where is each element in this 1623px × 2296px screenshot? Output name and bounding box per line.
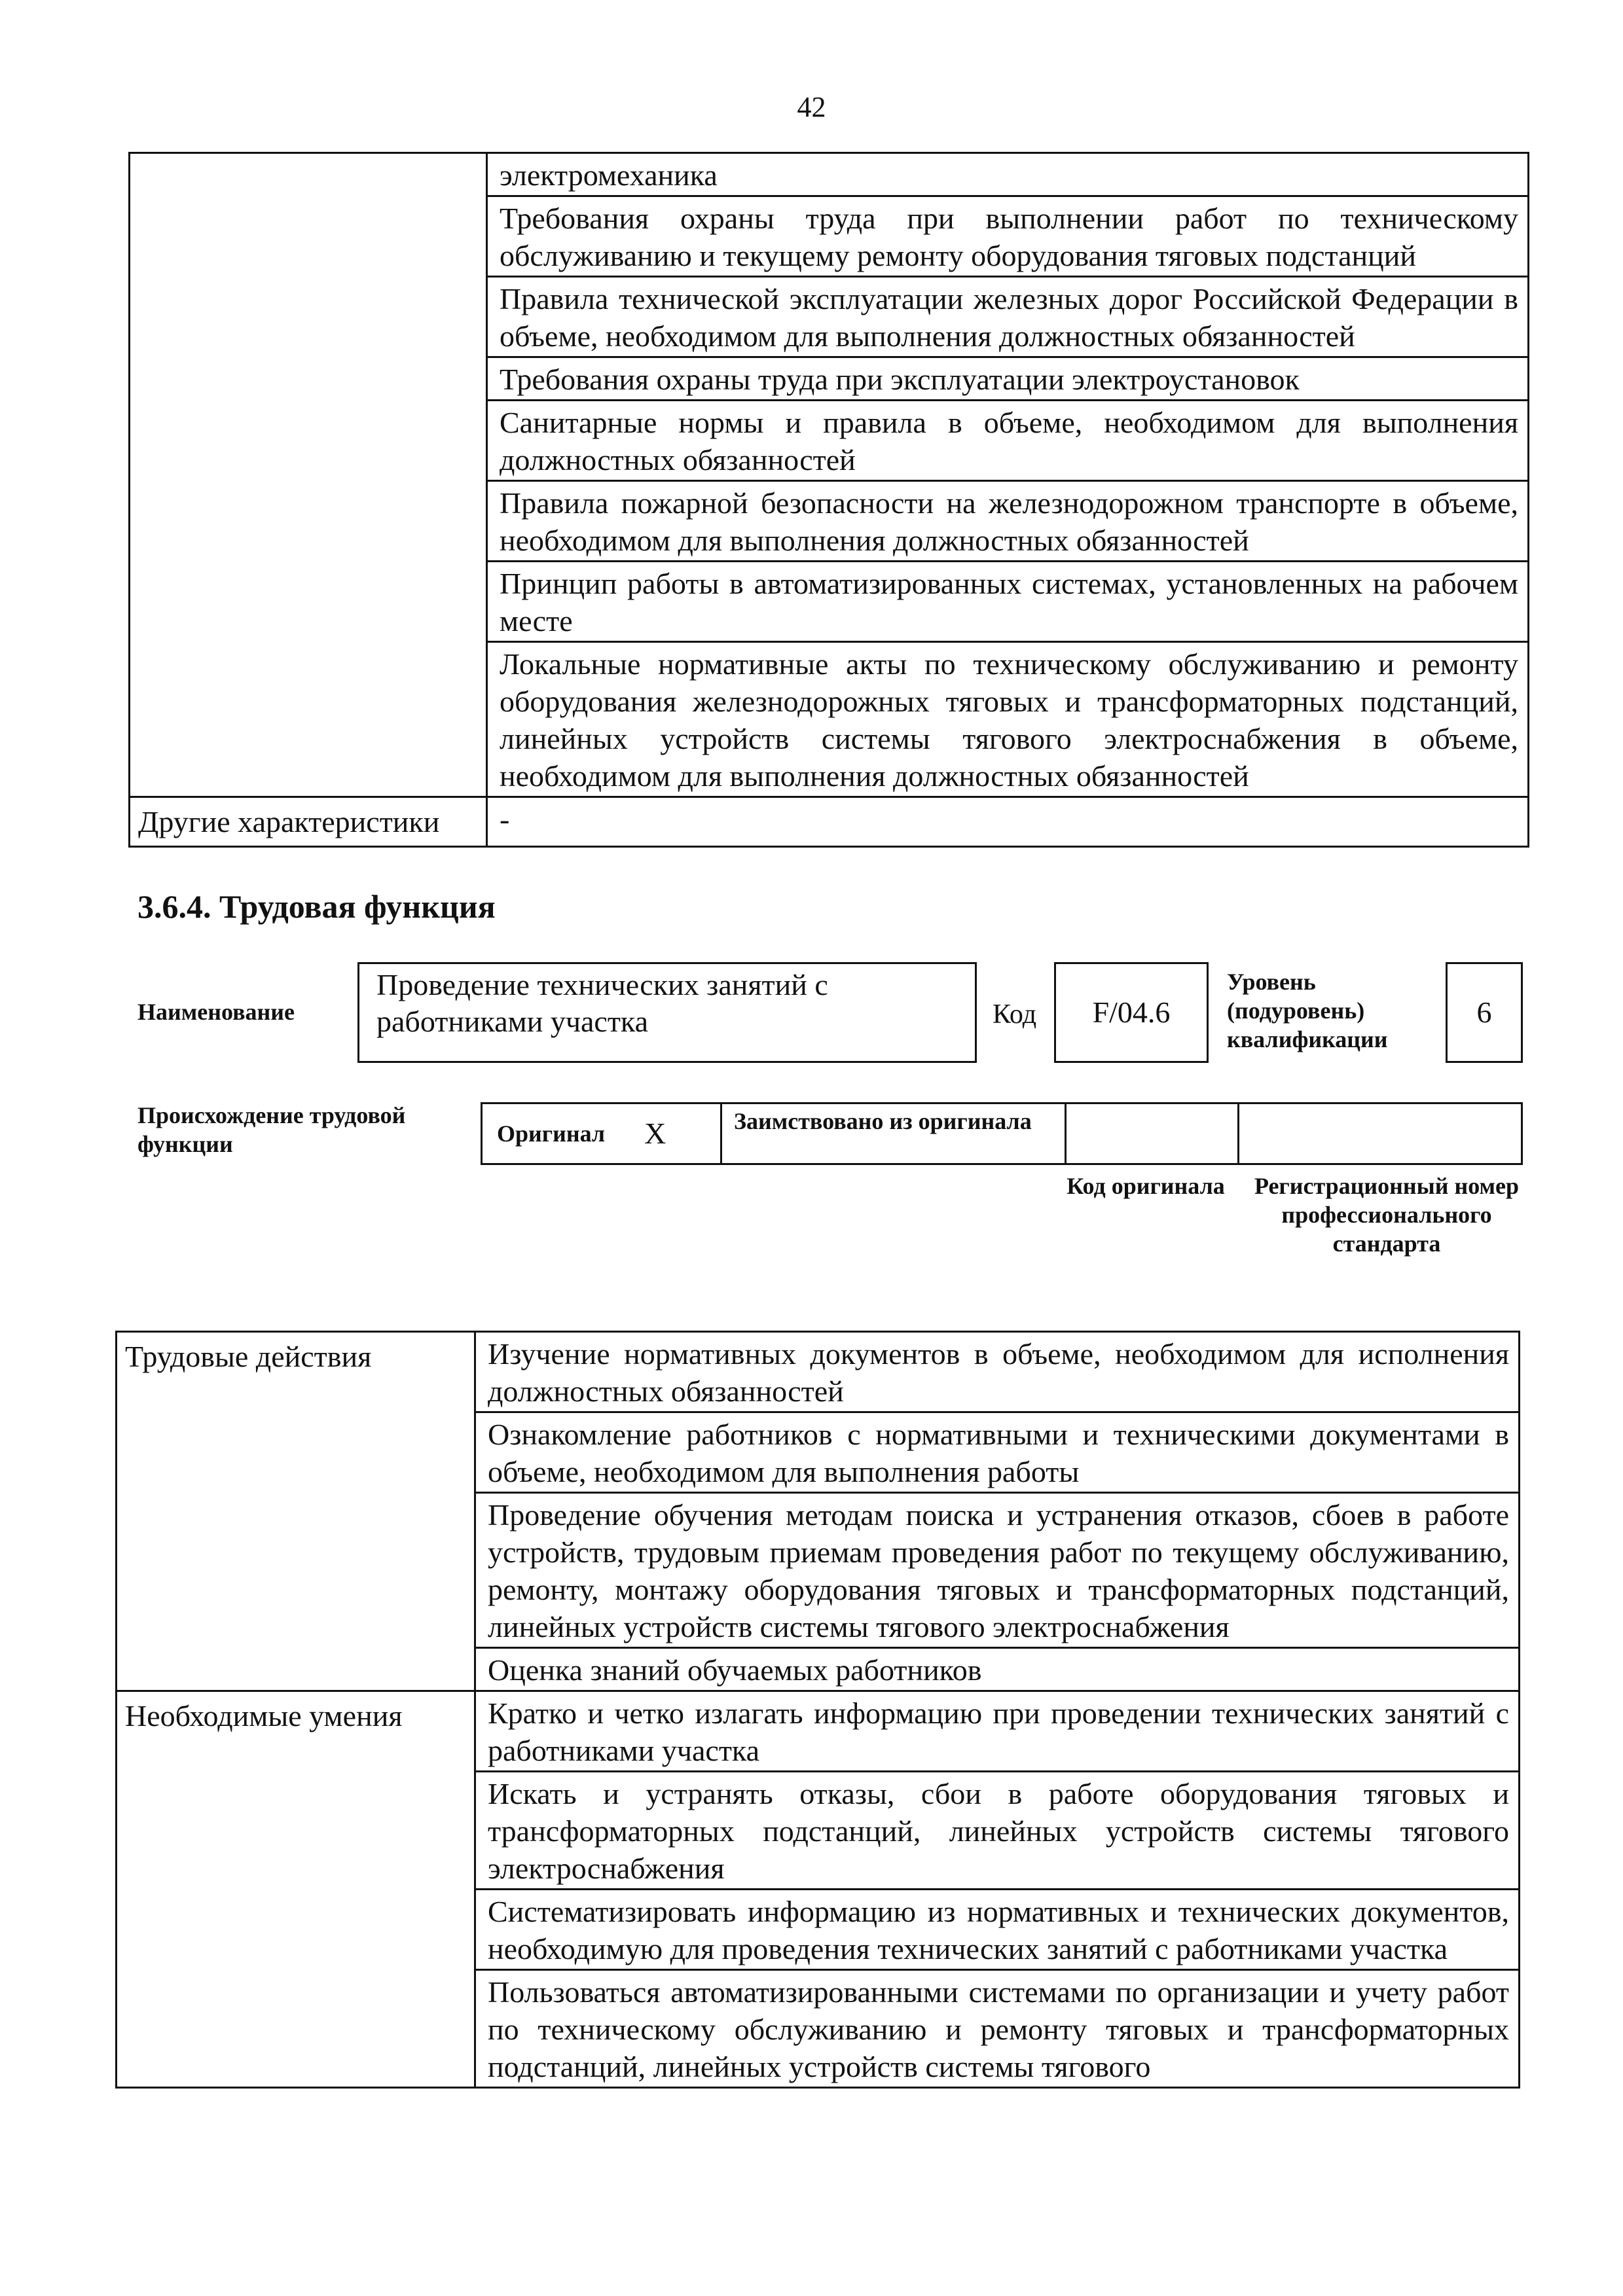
row-item: Принцип работы в автоматизированных системах, установленных на рабочем месте [487,562,1529,642]
caption-original-code: Код оригинала [1067,1173,1225,1199]
caption-reg-number: Регистрационный номер профессионального стандарта [1254,1173,1520,1257]
row-item: Пользоваться автоматизированными системами по организации и учету работ по техническому обслуживанию и ремонту тяговых и трансформаторных подстанций, линейных устройств системы тягового [475,1970,1520,2088]
row-item: Изучение нормативных документов в объеме, необходимом для исполнения должностных обязанностей [475,1332,1520,1412]
function-name-field: Проведение технических занятий с работниками участка [357,962,977,1063]
row-item: Правила технической эксплуатации железных дорог Российской Федерации в объеме, необходимом для выполнения должностных обязанностей [487,277,1529,357]
origin-reg-number-cell [1239,1104,1521,1163]
origin-borrowed-cell: Заимствовано из оригинала [722,1104,1067,1163]
section-title: 3.6.4. Трудовая функция [137,888,496,925]
code-field: F/04.6 [1054,962,1209,1063]
row-label: Другие характеристики [130,797,487,847]
table-row [130,153,1529,196]
row-item: электромеханика [487,153,1529,196]
level-field: 6 [1446,962,1523,1063]
table-row [130,797,1529,847]
row-item: Санитарные нормы и правила в объеме, необходимом для выполнения должностных обязанностей [487,401,1529,481]
original-label: Оригинал [497,1121,606,1147]
knowledge-table [128,152,1529,848]
actions-skills-table [115,1331,1520,2089]
row-item: Требования охраны труда при выполнении работ по техническому обслуживанию и текущему ремонту оборудования тяговых подстанций [487,196,1529,277]
origin-original-cell [483,1104,722,1163]
row-label: Необходимые умения [117,1691,475,2088]
original-mark: X [644,1117,666,1150]
name-label: Наименование [137,999,295,1025]
row-item: Проведение обучения методам поиска и устранения отказов, сбоев в работе устройств, трудовым приемам проведения работ по текущему обслуживанию, ремонту, монтажу оборудования тяговых и трансформаторных подстанций, линейных устройств системы тягового электроснабжения [475,1493,1520,1648]
page-number: 42 [797,91,826,123]
row-item: Ознакомление работников с нормативными и техническими документами в объеме, необходимом для выполнения работы [475,1412,1520,1493]
origin-label: Происхождение трудовой функции [137,1102,406,1157]
row-item: Систематизировать информацию из нормативных и технических документов, необходимую для проведения технических занятий с работниками участка [475,1890,1520,1970]
origin-code-cell [1067,1104,1239,1163]
row-item: - [487,797,1529,847]
row-item: Оценка знаний обучаемых работников [475,1648,1520,1691]
row-item: Локальные нормативные акты по техническому обслуживанию и ремонту оборудования железнодорожных тяговых и трансформаторных подстанций, линейных устройств системы тягового электроснабжения в объеме, необходимом для выполнения должностных обязанностей [487,642,1529,797]
row-item: Кратко и четко излагать информацию при проведении технических занятий с работниками участка [475,1691,1520,1772]
row-item: Правила пожарной безопасности на железнодорожном транспорте в объеме, необходимом для выполнения должностных обязанностей [487,481,1529,562]
table-row [117,1691,1520,1772]
row-item: Требования охраны труда при эксплуатации электроустановок [487,357,1529,401]
origin-table [481,1102,1523,1165]
code-label: Код [993,999,1037,1030]
level-label: Уровень (подуровень) квалификации [1227,969,1388,1052]
row-item: Искать и устранять отказы, сбои в работе оборудования тяговых и трансформаторных подстанций, линейных устройств системы тягового электроснабжения [475,1772,1520,1890]
row-label [130,153,487,797]
row-label: Трудовые действия [117,1332,475,1691]
table-row [117,1332,1520,1412]
